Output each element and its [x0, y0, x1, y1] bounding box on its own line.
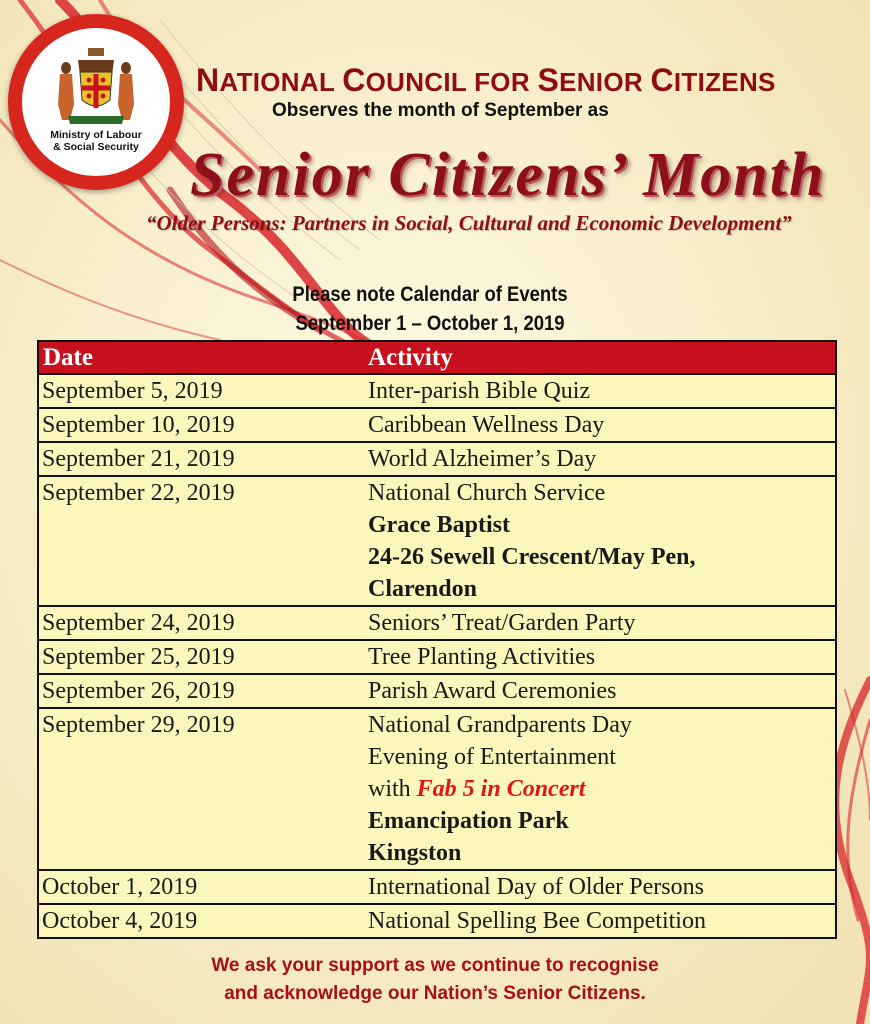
- theme-tagline: “Older Persons: Partners in Social, Cultural and Economic Development”: [146, 211, 792, 235]
- activity-line: [368, 805, 835, 837]
- table-row: [38, 408, 836, 442]
- table-row: [38, 442, 836, 476]
- activity-line: [368, 675, 835, 707]
- activity-line: [368, 641, 835, 673]
- org-title-initial: S: [537, 62, 560, 98]
- activity-text: International Day of Older Persons: [368, 874, 704, 900]
- activity-line: [368, 607, 835, 639]
- activity-text: Kingston: [368, 840, 462, 866]
- org-title-part: ATIONAL: [219, 67, 343, 97]
- table-row: [38, 870, 836, 904]
- event-activity: [362, 870, 836, 904]
- table-header-row: [38, 341, 836, 374]
- calendar-note-line1: Please note Calendar of Events: [292, 283, 568, 306]
- org-title-initial: C: [650, 62, 674, 98]
- activity-text: Emancipation Park: [368, 808, 569, 834]
- ministry-logo: [8, 14, 184, 190]
- activity-line: [368, 477, 835, 509]
- event-activity: [362, 708, 836, 870]
- event-date: September 26, 2019: [38, 674, 362, 708]
- activity-line: [368, 509, 835, 541]
- activity-line: [368, 741, 835, 773]
- activity-text: Evening of Entertainment: [368, 744, 616, 770]
- event-activity: [362, 374, 836, 408]
- calendar-note: [280, 280, 579, 338]
- activity-line: [368, 905, 835, 937]
- activity-line: [368, 709, 835, 741]
- activity-text: Clarendon: [368, 576, 477, 602]
- activity-line: [368, 443, 835, 475]
- organization-title: [196, 62, 776, 99]
- footer-line2: and acknowledge our Nation’s Senior Citizens.: [224, 983, 646, 1004]
- logo-text-line2: & Social Security: [53, 141, 139, 153]
- event-date: September 5, 2019: [38, 374, 362, 408]
- activity-text: Grace Baptist: [368, 512, 510, 538]
- table-row: [38, 708, 836, 870]
- table-row: [38, 674, 836, 708]
- table-row: [38, 640, 836, 674]
- event-date: October 1, 2019: [38, 870, 362, 904]
- event-activity: [362, 640, 836, 674]
- header-date: Date: [38, 341, 362, 374]
- activity-text: Seniors’ Treat/Garden Party: [368, 610, 636, 636]
- event-date: September 29, 2019: [38, 708, 362, 870]
- event-date: September 22, 2019: [38, 476, 362, 606]
- org-title-part: OUNCIL FOR: [365, 67, 538, 97]
- event-date: September 24, 2019: [38, 606, 362, 640]
- table-row: [38, 606, 836, 640]
- footer-line1: We ask your support as we continue to recognise: [211, 955, 659, 976]
- activity-text: National Grandparents Day: [368, 712, 632, 738]
- activity-line: [368, 773, 835, 805]
- event-activity: [362, 476, 836, 606]
- org-title-initial: C: [342, 62, 366, 98]
- coat-of-arms-icon: [52, 46, 140, 128]
- header-activity: Activity: [362, 341, 836, 374]
- event-activity: [362, 442, 836, 476]
- observes-subtitle: Observes the month of September as: [272, 100, 609, 121]
- footer-message: [0, 952, 870, 1008]
- activity-line: [368, 573, 835, 605]
- logo-badge: [22, 28, 170, 176]
- event-date: October 4, 2019: [38, 904, 362, 938]
- highlighted-event-name: Fab 5 in Concert: [416, 776, 586, 802]
- event-activity: [362, 606, 836, 640]
- event-date: September 10, 2019: [38, 408, 362, 442]
- activity-line: [368, 541, 835, 573]
- org-title-part: ENIOR: [559, 67, 651, 97]
- activity-line: [368, 871, 835, 903]
- activity-text: Inter-parish Bible Quiz: [368, 378, 591, 404]
- activity-line: [368, 409, 835, 441]
- activity-line: [368, 837, 835, 869]
- activity-text: Caribbean Wellness Day: [368, 412, 605, 438]
- org-title-part: ITIZENS: [673, 67, 776, 97]
- event-activity: [362, 904, 836, 938]
- calendar-note-line2: September 1 – October 1, 2019: [295, 312, 565, 335]
- org-title-initial: N: [196, 62, 220, 98]
- events-table-body: [38, 374, 836, 938]
- events-table: [37, 340, 837, 939]
- activity-text: National Spelling Bee Competition: [368, 908, 706, 934]
- activity-text: with: [368, 776, 417, 802]
- table-row: [38, 904, 836, 938]
- activity-text: National Church Service: [368, 480, 606, 506]
- event-date: September 25, 2019: [38, 640, 362, 674]
- activity-text: World Alzheimer’s Day: [368, 446, 597, 472]
- table-row: [38, 476, 836, 606]
- month-title: Senior Citizens’ Month: [190, 141, 826, 209]
- activity-text: Tree Planting Activities: [368, 644, 596, 670]
- logo-text: [22, 129, 170, 153]
- activity-text: 24-26 Sewell Crescent/May Pen,: [368, 544, 696, 570]
- logo-text-line1: Ministry of Labour: [50, 129, 142, 141]
- activity-text: Parish Award Ceremonies: [368, 678, 617, 704]
- table-row: [38, 374, 836, 408]
- event-activity: [362, 408, 836, 442]
- event-date: September 21, 2019: [38, 442, 362, 476]
- event-activity: [362, 674, 836, 708]
- activity-line: [368, 375, 835, 407]
